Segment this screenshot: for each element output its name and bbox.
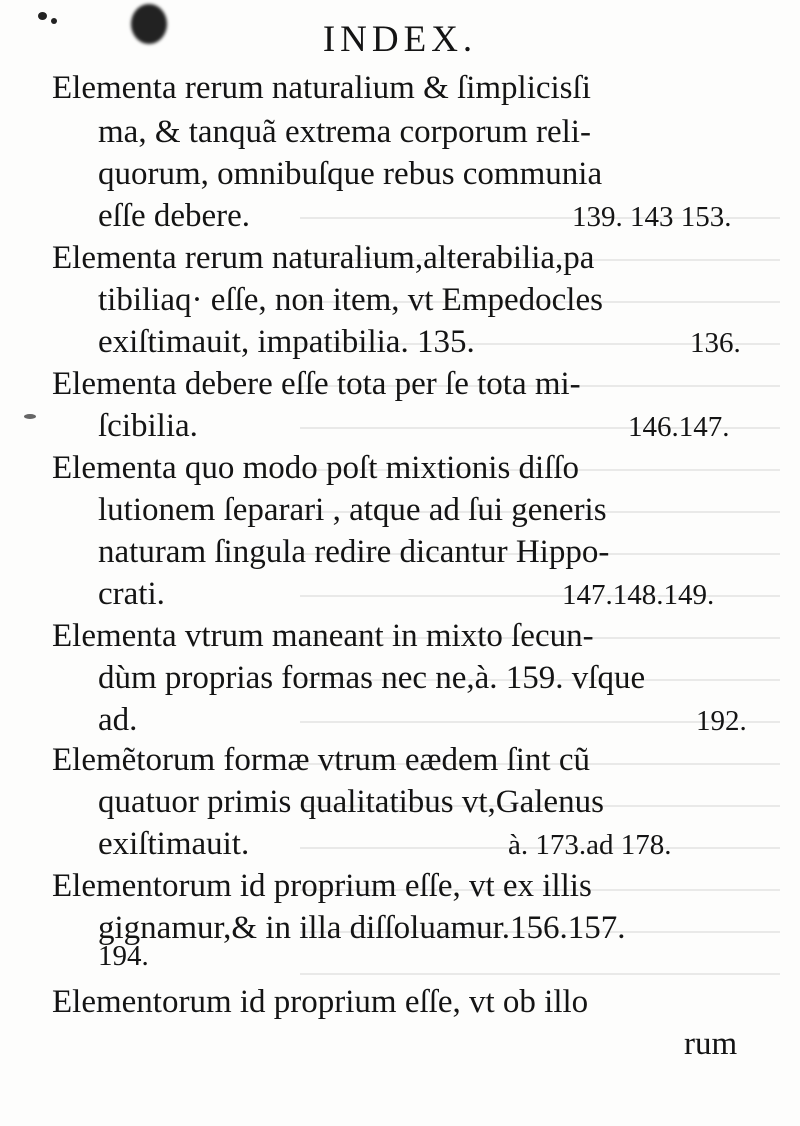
entry-line: exiſtimauit, impatibilia. 135.	[98, 324, 475, 360]
entry-line: gignamur,& in illa diſſoluamur.156.157.	[98, 910, 626, 946]
entry-line: 194.	[98, 940, 149, 972]
catchword: rum	[684, 1026, 738, 1062]
entry-line: ma, & tanquã extrema corporum reli-	[98, 114, 591, 150]
entry-line: ad.	[98, 702, 138, 738]
page-references: 136.	[690, 327, 741, 359]
entry-line: naturam ſingula redire dicantur Hippo-	[98, 534, 610, 570]
page-references: 147.148.149.	[562, 579, 715, 611]
entry-line: Elementa rerum naturalium & ſimplicisſi	[52, 70, 591, 106]
page-references: 192.	[696, 705, 747, 737]
ink-smudge	[24, 414, 36, 419]
entry-line: eſſe debere.	[98, 198, 251, 234]
entry-line: Elementa quo modo poſt mixtionis diſſo	[52, 450, 580, 486]
entry-line: Elementorum id proprium eſſe, vt ex illis	[52, 868, 592, 904]
entry-line: dùm proprias formas nec ne,à. 159. vſque	[98, 660, 646, 696]
entry-line: exiſtimauit.	[98, 826, 250, 862]
entry-line: Elementa vtrum maneant in mixto ſecun-	[52, 618, 594, 654]
entry-line: Elemẽtorum formæ vtrum eædem ſint cũ	[52, 742, 590, 778]
page-references: 146.147.	[628, 411, 730, 443]
entry-line: Elementorum id proprium eſſe, vt ob illo	[52, 984, 589, 1020]
page-references: 139. 143 153.	[572, 201, 732, 233]
entry-line: crati.	[98, 576, 165, 612]
entry-line: quorum, omnibuſque rebus communia	[98, 156, 603, 192]
entry-line: quatuor primis qualitatibus vt,Galenus	[98, 784, 604, 820]
page-header: INDEX.	[322, 19, 478, 60]
page-references: à. 173.ad 178.	[508, 829, 672, 861]
entry-line: lutionem ſeparari , atque ad ſui generis	[98, 492, 607, 528]
entry-line: ſcibilia.	[98, 408, 198, 444]
entry-line: tibiliaq· eſſe, non item, vt Empedocles	[98, 282, 603, 318]
entry-line: Elementa debere eſſe tota per ſe tota mi-	[52, 366, 581, 402]
entry-line: Elementa rerum naturalium,alterabilia,pa	[52, 240, 595, 276]
